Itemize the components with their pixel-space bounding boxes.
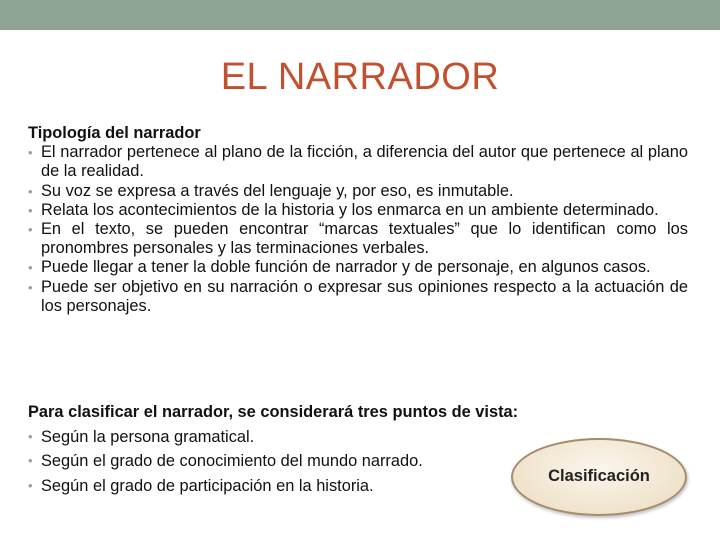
list-item <box>28 143 688 181</box>
clasificacion-button-label: Clasificación <box>548 466 650 485</box>
list-item <box>28 201 688 220</box>
list-item <box>28 220 688 258</box>
typology-list <box>28 143 688 316</box>
bullet-icon: • <box>28 477 33 493</box>
clasificacion-button[interactable] <box>511 438 687 516</box>
bullet-icon: • <box>28 279 33 295</box>
list-item-text: Según la persona gramatical. <box>41 427 255 446</box>
bullet-icon: • <box>28 183 33 199</box>
typology-section <box>28 124 688 316</box>
slide-title: EL NARRADOR <box>220 56 500 98</box>
list-item-text: Puede ser objetivo en su narración o expresar sus opiniones respecto a la actuación de los personajes. <box>41 277 688 315</box>
list-item <box>28 278 688 316</box>
bullet-icon: • <box>28 145 33 161</box>
list-item-text: Según el grado de conocimiento del mundo narrado. <box>41 452 423 470</box>
bullet-icon: • <box>28 428 33 444</box>
list-item-text: Relata los acontecimientos de la historia y los enmarca en un ambiente determinado. <box>41 200 659 219</box>
classification-heading: Para clasificar el narrador, se considerará tres puntos de vista: <box>28 403 519 421</box>
bullet-icon: • <box>28 453 33 468</box>
list-item-text: Puede llegar a tener la doble función de narrador y de personaje, en algunos casos. <box>41 258 651 277</box>
list-item-text: En el texto, se pueden encontrar “marcas textuales” que lo identifican como los pronombres personales y las terminaciones verbales. <box>41 220 688 258</box>
list-item-text: El narrador pertenece al plano de la ficción, a diferencia del autor que pertenece al plano de la realidad. <box>41 143 688 181</box>
bullet-icon: • <box>28 260 33 276</box>
typology-heading: Tipología del narrador <box>28 124 201 142</box>
list-item <box>28 258 688 277</box>
top-accent-bar <box>0 0 720 30</box>
list-item-text: Su voz se expresa a través del lenguaje y, por eso, es inmutable. <box>41 181 514 200</box>
list-item-text: Según el grado de participación en la historia. <box>41 476 374 495</box>
list-item <box>28 182 688 201</box>
bullet-icon: • <box>28 222 33 238</box>
bullet-icon: • <box>28 202 33 218</box>
